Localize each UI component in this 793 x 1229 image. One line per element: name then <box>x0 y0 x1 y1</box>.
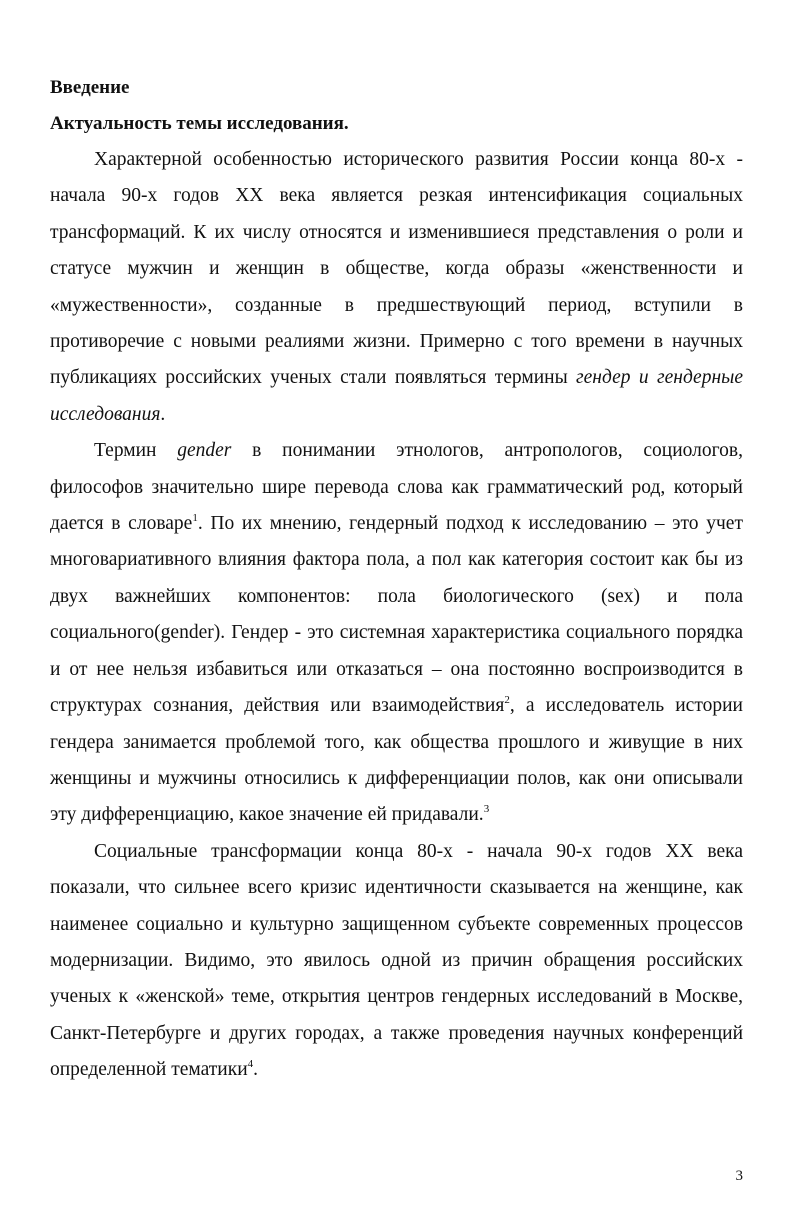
footnote-ref-4: 4 <box>247 1058 254 1071</box>
page-number: 3 <box>735 1168 743 1184</box>
footnote-ref-2: 2 <box>504 694 510 707</box>
paragraph-3-end: . <box>253 1059 259 1081</box>
paragraph-2-italic-gender: gender <box>177 440 232 462</box>
paragraph-2-start: Термин <box>94 440 178 462</box>
paragraph-1 <box>50 142 743 433</box>
footnote-ref-3: 3 <box>483 803 490 816</box>
paragraph-3 <box>50 834 743 1089</box>
paragraph-3-text: Социальные трансформации конца 80-х - начала 90-х годов XX века показали, что сильнее всего кризис идентичности сказывается на женщине, как наименее социально и культурно защищенном субъекте современных процессов модернизации. Видимо, это явилось одной из причин обращения российских ученых к «женской» теме, открытия центров гендерных исследований в Москве, Санкт-Петербурге и других городах, а также проведения научных конференций определенной тематики <box>50 840 743 1081</box>
paragraph-1-text: Характерной особенностью исторического развития России конца 80-х - начала 90-х годов XX века является резкая интенсификация социальных трансформаций. К их числу относятся и изменившиеся представления о роли и статусе мужчин и женщин в обществе, когда образы «женственности и «мужественности», созданные в предшествующий период, вступили в противоречие с новыми реалиями жизни. Примерно с того времени в научных публикациях российских ученых стали появляться термины <box>50 149 743 389</box>
paragraph-2-part-a: в понимании этнологов, антропологов, социологов, философов значительно шире перевода слова как грамматический род, который дается в словаре <box>50 440 743 535</box>
paragraph-2 <box>50 433 743 833</box>
footnote-ref-1: 1 <box>192 512 198 525</box>
paragraph-2-part-c: , а исследователь истории гендера занимается проблемой того, как общества прошлого и живущие в них женщины и мужчины относились к дифференциации полов, как они описывали эту дифференциацию, какое значение ей придавали. <box>50 695 743 826</box>
paragraph-1-italic-terms: гендер и гендерные исследования <box>50 367 743 425</box>
heading-introduction: Введение <box>50 77 130 98</box>
heading-relevance: Актуальность темы исследования. <box>50 113 349 134</box>
document-page <box>50 70 743 1089</box>
paragraph-2-part-b: . По их мнению, гендерный подход к исследованию – это учет многовариативного влияния фактора пола, а пол как категория состоит как бы из двух важнейших компонентов: пола биологического (sex) и пола социального(gender). Гендер - это системная характеристика социального порядка и от нее нельзя избавиться или отказаться – она постоянно воспроизводится в структурах сознания, действия или взаимодействия <box>50 513 743 717</box>
paragraph-1-end: . <box>160 403 166 425</box>
